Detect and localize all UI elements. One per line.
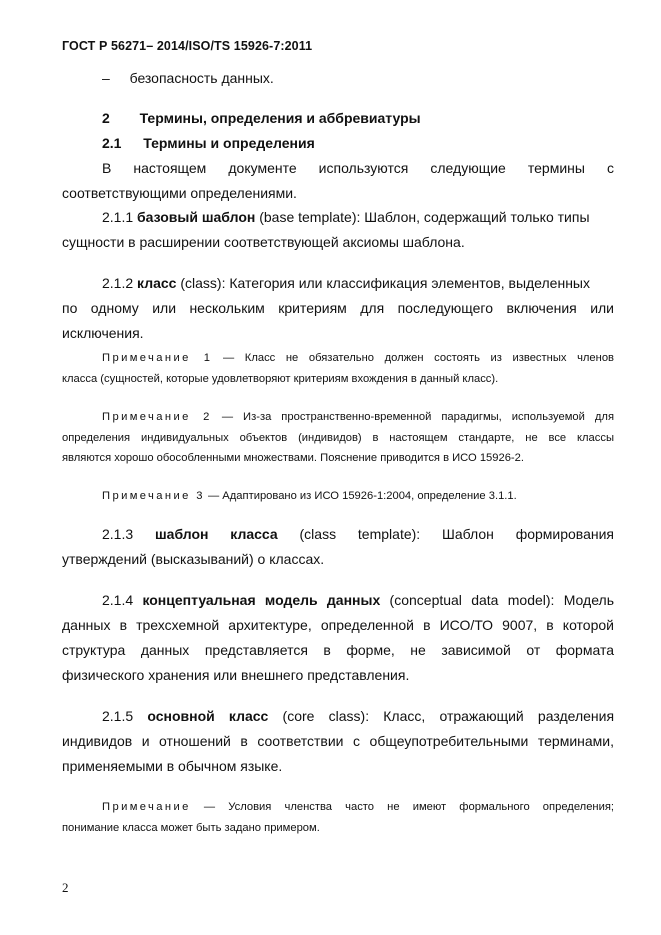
document-header: ГОСТ Р 56271– 2014/ISO/TS 15926-7:2011 — [62, 39, 313, 53]
term-name: основной класс — [147, 708, 269, 724]
term-definition: (class template): Шаблон формирования — [277, 526, 615, 542]
term-definition: (class): Категория или классификация элементов, выделенных — [176, 275, 590, 291]
section-number: 2 — [102, 110, 110, 126]
note-line-1 — [62, 407, 614, 428]
term-definition: (core class): Класс, отражающий разделения — [268, 708, 615, 724]
section-number: 2.1 — [102, 135, 122, 151]
term-number: 2.1.4 — [102, 592, 134, 608]
intro-paragraph — [62, 156, 614, 206]
term-line-3: структура данных представляется в форме, не зависимой от формата — [62, 642, 614, 658]
term-line-2: индивидов и отношений в соответствии с общеупотребительными терминами, — [62, 733, 614, 749]
term-number: 2.1.1 — [102, 209, 134, 225]
term-line-2: сущности в расширении соответствующей аксиомы шаблона. — [62, 234, 465, 250]
paragraph-line: В настоящем документе используются следующие термины с — [102, 160, 614, 176]
note-line-1 — [62, 486, 614, 507]
term-number: 2.1.3 — [102, 526, 134, 542]
note-line-2: понимание класса может быть задано примером. — [62, 821, 320, 834]
term-definition: (conceptual data model): Модель — [380, 592, 614, 608]
section-heading-2-1 — [62, 131, 614, 156]
term-line-2: утверждений (высказываний) о классах. — [62, 551, 325, 567]
note-2 — [62, 407, 614, 469]
note-dash: — — [223, 352, 235, 364]
list-item-text: безопасность данных. — [129, 70, 274, 86]
page-number: 2 — [62, 880, 69, 895]
note-text: Класс не обязательно должен состоять из известных членов — [244, 352, 614, 364]
term-number: 2.1.5 — [102, 708, 134, 724]
term-number: 2.1.2 — [102, 275, 134, 291]
paragraph-line: соответствующими определениями. — [62, 185, 297, 201]
note-text: Условия членства часто не имеют формального определения; — [228, 801, 615, 813]
note-1 — [62, 348, 614, 389]
term-2-1-3 — [62, 522, 614, 572]
term-line-3: применяемыми в обычном языке. — [62, 758, 283, 774]
note-dash: — — [203, 801, 216, 813]
section-title: Термины и определения — [143, 135, 315, 151]
note-text: Адаптировано из ИСО 15926-1:2004, определение 3.1.1. — [222, 490, 517, 502]
term-2-1-2 — [62, 271, 614, 346]
term-name: базовый шаблон — [137, 209, 256, 225]
term-definition: (base template): Шаблон, содержащий только типы — [255, 209, 590, 225]
note-label: Примечание 1 — [102, 352, 213, 364]
note-dash: — — [208, 490, 220, 502]
term-line-1 — [62, 704, 614, 729]
note-label: Примечание 2 — [102, 411, 212, 423]
note-dash: — — [221, 411, 234, 423]
term-line-1 — [62, 588, 614, 613]
term-name: шаблон класса — [154, 526, 278, 542]
section-heading-2 — [62, 106, 614, 131]
term-line-1 — [62, 205, 614, 230]
note-label: Примечание 3 — [102, 490, 205, 502]
section-title: Термины, определения и аббревиатуры — [139, 110, 421, 126]
term-2-1-4 — [62, 588, 614, 688]
note-label: Примечание — [102, 801, 191, 813]
list-dash: – — [102, 70, 110, 86]
note-4 — [62, 797, 614, 838]
note-3 — [62, 486, 614, 507]
term-line-3: исключения. — [62, 325, 144, 341]
term-2-1-5 — [62, 704, 614, 779]
term-line-2: данных в трехсхемной архитектуре, определенной в ИСО/ТО 9007, в которой — [62, 617, 614, 633]
note-line-2: определения индивидуальных объектов (индивидов) в настоящем стандарте, не все классы — [62, 431, 614, 444]
term-line-1 — [62, 522, 614, 547]
list-item — [62, 66, 614, 91]
term-line-2: по одному или нескольким критериям для последующего включения или — [62, 300, 614, 316]
term-name: класс — [137, 275, 177, 291]
note-text: Из-за пространственно-временной парадигмы, используемой для — [243, 411, 615, 423]
note-line-3: являются хорошо обособленными множествами. Пояснение приводится в ИСО 15926-2. — [62, 452, 524, 464]
term-name: концептуальная модель данных — [142, 592, 381, 608]
note-line-1 — [62, 348, 614, 369]
term-line-1 — [62, 271, 614, 296]
note-line-1 — [62, 797, 614, 818]
note-line-2: класса (сущностей, которые удовлетворяют критериям вхождения в данный класс). — [62, 372, 499, 385]
term-2-1-1 — [62, 205, 614, 255]
term-line-4: физического хранения или внешнего представления. — [62, 667, 410, 683]
